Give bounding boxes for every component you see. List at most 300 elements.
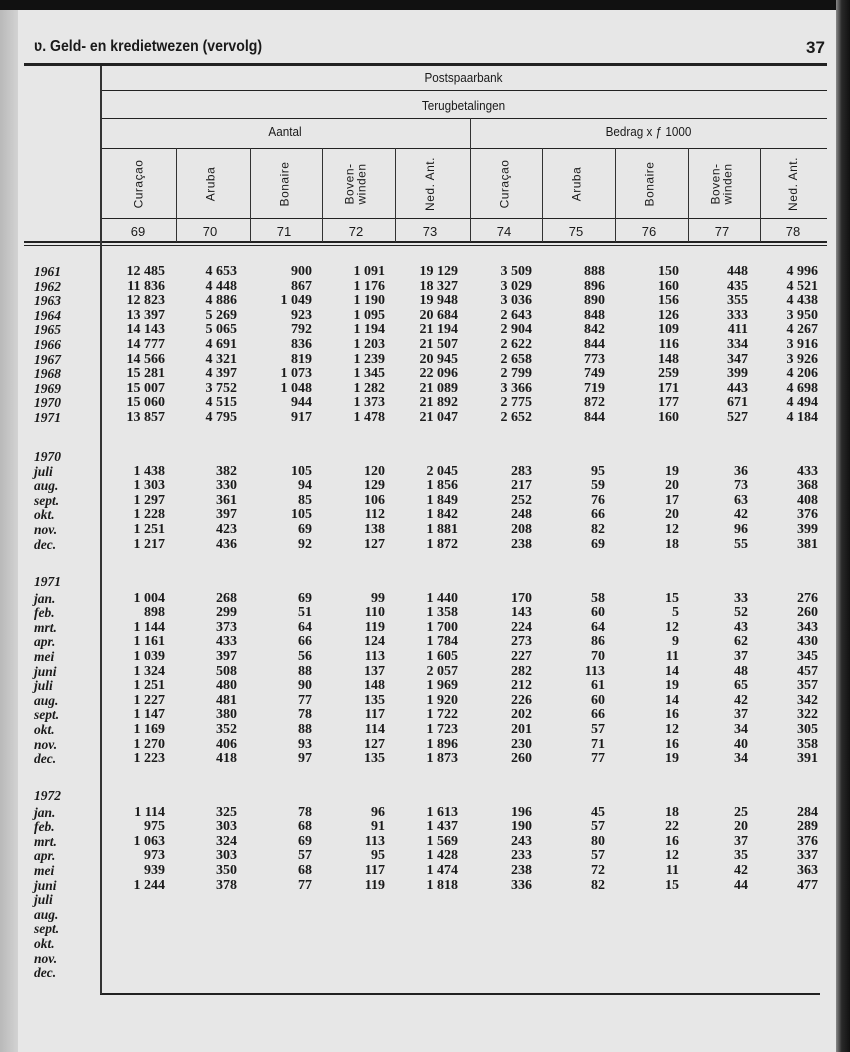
table-cell: 355 <box>727 293 748 309</box>
table-cell: 61 <box>591 678 605 694</box>
table-cell: 1 605 <box>426 648 458 664</box>
table-row <box>0 479 836 494</box>
table-cell: 336 <box>511 877 532 893</box>
column-header <box>619 150 679 218</box>
column-header <box>400 150 460 218</box>
table-row <box>0 723 836 738</box>
table-block <box>0 575 836 767</box>
table-cell: 82 <box>591 521 605 537</box>
table-cell: 259 <box>658 366 679 382</box>
table-cell: 1 373 <box>353 395 385 411</box>
row-label: apr. <box>34 848 56 864</box>
table-cell: 1 873 <box>426 751 458 767</box>
table-cell: 973 <box>144 848 165 864</box>
table-cell: 72 <box>591 862 605 878</box>
table-cell: 944 <box>291 395 312 411</box>
table-cell: 11 <box>665 648 679 664</box>
table-cell: 171 <box>658 380 679 396</box>
row-label: jan. <box>34 804 56 820</box>
table-cell: 82 <box>591 877 605 893</box>
table-cell: 397 <box>216 507 237 523</box>
table-cell: 342 <box>797 692 818 708</box>
table-cell: 397 <box>216 648 237 664</box>
table-cell: 20 684 <box>419 307 458 323</box>
table-row <box>0 694 836 709</box>
row-label: juni <box>34 877 57 893</box>
table-cell: 88 <box>298 663 312 679</box>
row-label: dec. <box>34 751 57 767</box>
table-cell: 120 <box>364 463 385 479</box>
table-row <box>0 323 836 338</box>
table-cell: 69 <box>298 833 312 849</box>
column-header-label: Ned. Ant. <box>786 157 800 211</box>
table-cell: 1 358 <box>426 605 458 621</box>
table-cell: 435 <box>727 278 748 294</box>
table-cell: 1 478 <box>353 409 385 425</box>
table-cell: 143 <box>511 605 532 621</box>
table-row <box>0 738 836 753</box>
row-label: aug. <box>34 906 59 922</box>
table-cell: 1 039 <box>133 648 165 664</box>
table-cell: 96 <box>734 521 748 537</box>
table-cell: 4 515 <box>205 395 237 411</box>
table-cell: 917 <box>291 409 312 425</box>
table-cell: 1 437 <box>426 819 458 835</box>
column-number: 70 <box>202 224 218 239</box>
table-cell: 99 <box>371 590 385 606</box>
rule <box>100 148 827 149</box>
table-cell: 202 <box>511 707 532 723</box>
table-cell: 411 <box>727 322 748 338</box>
table-cell: 21 507 <box>419 336 458 352</box>
row-label: jan. <box>34 590 56 606</box>
table-row <box>0 665 836 680</box>
column-header <box>546 150 606 218</box>
table-cell: 1 818 <box>426 877 458 893</box>
table-cell: 923 <box>291 307 312 323</box>
column-number: 71 <box>276 224 292 239</box>
table-cell: 867 <box>291 278 312 294</box>
table-cell: 1 239 <box>353 351 385 367</box>
table-cell: 36 <box>734 463 748 479</box>
table-cell: 773 <box>584 351 605 367</box>
table-cell: 5 <box>672 605 679 621</box>
column-header-label: Boven- winden <box>709 163 735 205</box>
table-cell: 12 <box>665 521 679 537</box>
table-cell: 110 <box>364 605 385 621</box>
table-cell: 208 <box>511 521 532 537</box>
table-cell: 358 <box>797 736 818 752</box>
table-row <box>0 367 836 382</box>
table-cell: 65 <box>734 678 748 694</box>
table-cell: 19 948 <box>419 293 458 309</box>
table-cell: 138 <box>364 521 385 537</box>
table-cell: 14 <box>665 663 679 679</box>
table-cell: 16 <box>665 736 679 752</box>
table-cell: 73 <box>734 478 748 494</box>
col-divider <box>615 148 616 242</box>
table-cell: 1 095 <box>353 307 385 323</box>
table-cell: 230 <box>511 736 532 752</box>
table-cell: 1 004 <box>133 590 165 606</box>
table-cell: 56 <box>298 648 312 664</box>
column-header <box>474 150 534 218</box>
table-cell: 2 045 <box>426 463 458 479</box>
rule <box>100 118 827 119</box>
column-number: 74 <box>496 224 512 239</box>
table-cell: 448 <box>727 264 748 279</box>
table-cell: 1 091 <box>353 264 385 279</box>
col-divider <box>322 148 323 242</box>
table-row <box>0 908 836 923</box>
table-cell: 2 799 <box>500 366 532 382</box>
column-header <box>108 150 168 218</box>
col-divider <box>688 148 689 242</box>
table-cell: 117 <box>364 707 385 723</box>
table-cell: 212 <box>511 678 532 694</box>
table-cell: 105 <box>291 463 312 479</box>
table-cell: 4 996 <box>786 264 818 279</box>
table-cell: 1 270 <box>133 736 165 752</box>
table-cell: 12 823 <box>126 293 165 309</box>
table-cell: 381 <box>797 536 818 552</box>
table-cell: 844 <box>584 336 605 352</box>
table-cell: 1 723 <box>426 721 458 737</box>
table-cell: 42 <box>734 692 748 708</box>
table-cell: 975 <box>144 819 165 835</box>
table-row <box>0 752 836 767</box>
column-number: 72 <box>348 224 364 239</box>
table-cell: 3 926 <box>786 351 818 367</box>
table-cell: 19 <box>665 678 679 694</box>
table-cell: 3 752 <box>205 380 237 396</box>
table-cell: 156 <box>658 293 679 309</box>
scan-right-edge <box>836 0 850 1052</box>
table-row <box>0 820 836 835</box>
row-label: juli <box>34 892 53 908</box>
table-row <box>0 265 836 280</box>
table-cell: 376 <box>797 833 818 849</box>
table-cell: 112 <box>364 507 385 523</box>
table-cell: 96 <box>371 804 385 820</box>
top-rule <box>24 63 827 66</box>
table-cell: 283 <box>511 463 532 479</box>
column-header-label: Aruba <box>569 166 583 202</box>
table-cell: 226 <box>511 692 532 708</box>
table-cell: 1 223 <box>133 751 165 767</box>
table-cell: 20 945 <box>419 351 458 367</box>
table-cell: 1 920 <box>426 692 458 708</box>
table-cell: 9 <box>672 634 679 650</box>
column-header-label: Curaçao <box>130 159 145 209</box>
table-cell: 126 <box>658 307 679 323</box>
table-cell: 896 <box>584 278 605 294</box>
table-cell: 1 114 <box>134 804 165 820</box>
table-cell: 248 <box>511 507 532 523</box>
table-cell: 1 169 <box>133 721 165 737</box>
row-label: mrt. <box>34 833 57 849</box>
table-cell: 792 <box>291 322 312 338</box>
table-row <box>0 879 836 894</box>
table-cell: 238 <box>511 536 532 552</box>
table-cell: 1 203 <box>353 336 385 352</box>
table-cell: 361 <box>216 492 237 508</box>
table-cell: 59 <box>591 478 605 494</box>
column-header <box>180 150 240 218</box>
table-cell: 33 <box>734 590 748 606</box>
row-label: juli <box>34 463 53 479</box>
table-cell: 20 <box>734 819 748 835</box>
table-cell: 273 <box>511 634 532 650</box>
row-label: mei <box>34 648 55 664</box>
table-cell: 11 836 <box>127 278 165 294</box>
table-cell: 1 227 <box>133 692 165 708</box>
table-cell: 373 <box>216 619 237 635</box>
table-cell: 160 <box>658 409 679 425</box>
table-row <box>0 621 836 636</box>
table-cell: 330 <box>216 478 237 494</box>
table-block <box>0 265 836 426</box>
table-cell: 376 <box>797 507 818 523</box>
table-cell: 322 <box>797 707 818 723</box>
table-cell: 20 <box>665 507 679 523</box>
scan-top-edge <box>0 0 850 10</box>
table-cell: 380 <box>216 707 237 723</box>
table-cell: 113 <box>364 648 385 664</box>
row-label: sept. <box>34 921 60 937</box>
table-cell: 196 <box>511 804 532 820</box>
table-cell: 842 <box>584 322 605 338</box>
table-cell: 114 <box>364 721 385 737</box>
row-label: 1970 <box>34 395 61 411</box>
table-cell: 62 <box>734 634 748 650</box>
table-row <box>0 523 836 538</box>
table-cell: 18 <box>665 536 679 552</box>
table-cell: 135 <box>364 692 385 708</box>
table-cell: 13 397 <box>126 307 165 323</box>
table-cell: 305 <box>797 721 818 737</box>
table-cell: 1 244 <box>133 877 165 893</box>
table-cell: 276 <box>797 590 818 606</box>
section-title: ʋ. Geld- en kredietwezen (vervolg) <box>34 38 263 55</box>
table-cell: 3 509 <box>500 264 532 279</box>
table-cell: 671 <box>727 395 748 411</box>
table-cell: 378 <box>216 877 237 893</box>
table-cell: 3 916 <box>786 336 818 352</box>
section-bedrag: Bedrag x ƒ 1000 <box>605 124 692 139</box>
table-cell: 105 <box>291 507 312 523</box>
table-cell: 4 267 <box>786 322 818 338</box>
row-label: mrt. <box>34 619 57 635</box>
table-cell: 2 643 <box>500 307 532 323</box>
table-row <box>0 353 836 368</box>
table-cell: 1 303 <box>133 478 165 494</box>
row-label: 1969 <box>34 380 61 396</box>
column-number: 73 <box>422 224 438 239</box>
table-cell: 284 <box>797 804 818 820</box>
table-cell: 109 <box>658 322 679 338</box>
table-row <box>0 893 836 908</box>
table-cell: 1 324 <box>133 663 165 679</box>
table-cell: 4 448 <box>205 278 237 294</box>
row-label: juni <box>34 663 57 679</box>
table-cell: 69 <box>298 521 312 537</box>
table-cell: 42 <box>734 862 748 878</box>
section-divider <box>470 118 471 242</box>
table-cell: 1 569 <box>426 833 458 849</box>
row-label: 1964 <box>34 307 61 323</box>
column-number: 75 <box>568 224 584 239</box>
column-header <box>326 150 386 218</box>
table-cell: 57 <box>591 721 605 737</box>
table-cell: 719 <box>584 380 605 396</box>
table-cell: 70 <box>591 648 605 664</box>
table-cell: 19 <box>665 751 679 767</box>
table-cell: 1 073 <box>280 366 312 382</box>
row-label: sept. <box>34 707 60 723</box>
table-cell: 1 896 <box>426 736 458 752</box>
table-cell: 4 795 <box>205 409 237 425</box>
table-cell: 5 065 <box>205 322 237 338</box>
table-cell: 93 <box>298 736 312 752</box>
table-cell: 4 691 <box>205 336 237 352</box>
table-row <box>0 396 836 411</box>
table-row <box>0 465 836 480</box>
table-row <box>0 922 836 937</box>
column-header-label: Ned. Ant. <box>423 157 437 211</box>
table-cell: 40 <box>734 736 748 752</box>
table-cell: 21 047 <box>419 409 458 425</box>
table-cell: 17 <box>665 492 679 508</box>
table-cell: 1 440 <box>426 590 458 606</box>
table-cell: 749 <box>584 366 605 382</box>
table-cell: 477 <box>797 877 818 893</box>
table-cell: 201 <box>511 721 532 737</box>
table-cell: 1 856 <box>426 478 458 494</box>
table-cell: 1 872 <box>426 536 458 552</box>
table-cell: 113 <box>364 833 385 849</box>
table-cell: 14 <box>665 692 679 708</box>
table-cell: 77 <box>591 751 605 767</box>
table-cell: 260 <box>797 605 818 621</box>
table-cell: 1 613 <box>426 804 458 820</box>
table-cell: 69 <box>298 590 312 606</box>
table-cell: 34 <box>734 721 748 737</box>
table-cell: 177 <box>658 395 679 411</box>
table-cell: 1 228 <box>133 507 165 523</box>
table-row <box>0 635 836 650</box>
column-header-label: Boven- winden <box>343 163 369 205</box>
table-cell: 1 969 <box>426 678 458 694</box>
table-cell: 148 <box>364 678 385 694</box>
table-cell: 1 063 <box>133 833 165 849</box>
block-year-heading: 1970 <box>34 449 61 464</box>
table-cell: 1 161 <box>133 634 165 650</box>
table-cell: 77 <box>298 877 312 893</box>
table-cell: 68 <box>298 862 312 878</box>
table-cell: 4 321 <box>205 351 237 367</box>
table-cell: 282 <box>511 663 532 679</box>
table-cell: 88 <box>298 721 312 737</box>
table-cell: 508 <box>216 663 237 679</box>
table-cell: 57 <box>591 848 605 864</box>
table-cell: 14 777 <box>126 336 165 352</box>
table-cell: 337 <box>797 848 818 864</box>
table-cell: 68 <box>298 819 312 835</box>
table-cell: 1 251 <box>133 521 165 537</box>
table-cell: 113 <box>584 663 605 679</box>
row-label: dec. <box>34 965 57 981</box>
col-divider <box>176 148 177 242</box>
table-cell: 48 <box>734 663 748 679</box>
table-cell: 19 <box>665 463 679 479</box>
table-cell: 1 176 <box>353 278 385 294</box>
table-cell: 16 <box>665 833 679 849</box>
table-cell: 2 775 <box>500 395 532 411</box>
table-cell: 252 <box>511 492 532 508</box>
table-cell: 345 <box>797 648 818 664</box>
row-label: 1961 <box>34 264 61 279</box>
table-cell: 399 <box>727 366 748 382</box>
table-cell: 2 622 <box>500 336 532 352</box>
table-cell: 91 <box>371 819 385 835</box>
table-cell: 85 <box>298 492 312 508</box>
table-cell: 119 <box>364 619 385 635</box>
table-cell: 1 144 <box>133 619 165 635</box>
table-cell: 52 <box>734 605 748 621</box>
table-cell: 95 <box>371 848 385 864</box>
table-cell: 14 143 <box>126 322 165 338</box>
table-row <box>0 835 836 850</box>
table-row <box>0 508 836 523</box>
table-cell: 382 <box>216 463 237 479</box>
table-cell: 78 <box>298 804 312 820</box>
table-cell: 4 494 <box>786 395 818 411</box>
table-cell: 4 653 <box>205 264 237 279</box>
table-cell: 350 <box>216 862 237 878</box>
table-cell: 35 <box>734 848 748 864</box>
table-cell: 43 <box>734 619 748 635</box>
table-cell: 303 <box>216 819 237 835</box>
table-cell: 78 <box>298 707 312 723</box>
table-cell: 890 <box>584 293 605 309</box>
table-cell: 303 <box>216 848 237 864</box>
table-cell: 12 485 <box>126 264 165 279</box>
table-cell: 124 <box>364 634 385 650</box>
table-cell: 13 857 <box>126 409 165 425</box>
row-label: sept. <box>34 492 60 508</box>
table-cell: 20 <box>665 478 679 494</box>
row-label: okt. <box>34 721 55 737</box>
table-cell: 289 <box>797 819 818 835</box>
table-cell: 64 <box>298 619 312 635</box>
table-cell: 233 <box>511 848 532 864</box>
table-cell: 15 060 <box>126 395 165 411</box>
table-row <box>0 937 836 952</box>
table-row <box>0 494 836 509</box>
block-year-heading: 1971 <box>34 574 61 589</box>
col-divider <box>542 148 543 242</box>
page-number: 37 <box>806 38 825 57</box>
table-cell: 80 <box>591 833 605 849</box>
table-row <box>0 606 836 621</box>
table-row <box>0 382 836 397</box>
table-cell: 268 <box>216 590 237 606</box>
table-bottom-rule <box>100 993 820 995</box>
table-cell: 15 <box>665 590 679 606</box>
table-cell: 1 190 <box>353 293 385 309</box>
table-cell: 243 <box>511 833 532 849</box>
